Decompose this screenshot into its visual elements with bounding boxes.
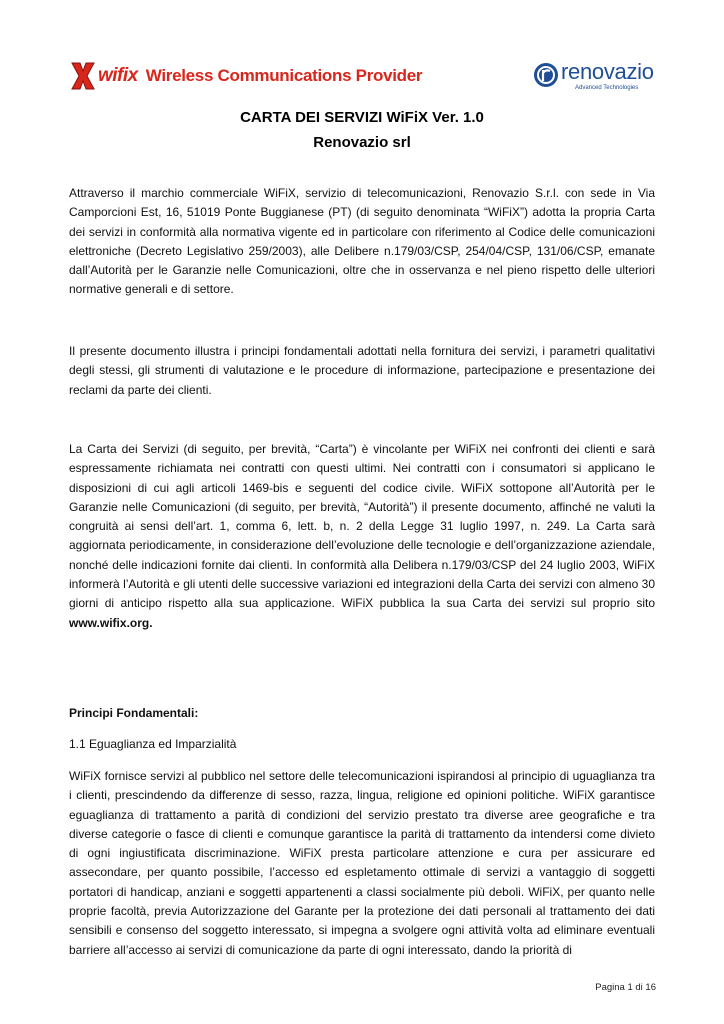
renovazio-logo [533, 58, 663, 96]
document-title: CARTA DEI SERVIZI WiFiX Ver. 1.0 [240, 109, 484, 126]
charter-paragraph-text: La Carta dei Servizi (di seguito, per brevità, “Carta”) è vincolante per WiFiX nei confronti dei clienti e sarà espressamente richiamata nei contratti con questi ultimi. Nei contratti con i consumatori si applicano le disposizioni di cui agli articoli 1469-bis e seguenti del codice civile. WiFiX sottopone all’Autorità per le Garanzie nelle Comunicazioni (di seguito, per brevità, “Autorità”) il presente documento, affinché ne valuti la congruità ai sensi dell’art. 1, comma 6, lett. b, n. 2 della Legge 31 luglio 1997, n. 249. La Carta sarà aggiornata periodicamente, in considerazione dell’evoluzione delle tecnologie e dell’organizzazione aziendale, nonché delle indicazioni fornite dai clienti. In conformità alla Delibera n.179/03/CSP del 24 luglio 2003, WiFiX informerà l’Autorità e gli utenti delle successive variazioni ed integrazioni della Carta dei servizi con almeno 30 giorni di anticipo rispetto alla sua applicazione. WiFiX pubblica la sua Carta dei servizi sul proprio sito [69, 442, 655, 611]
subsection-heading: 1.1 Eguaglianza ed Imparzialità [69, 737, 237, 751]
document-subtitle: Renovazio srl [313, 134, 411, 151]
charter-paragraph [69, 440, 655, 633]
renovazio-tagline: Advanced Technologies [575, 85, 639, 91]
wifix-x-icon [70, 61, 96, 91]
wifix-tagline: Wireless Communications Provider [145, 66, 423, 85]
website-link[interactable]: www.wifix.org. [69, 615, 153, 630]
page-header [0, 0, 724, 110]
intro-paragraph: Attraverso il marchio commerciale WiFiX, servizio di telecomunicazioni, Renovazio S.r.l. con sede in Via Camporcioni Est, 16, 51019 Ponte Buggianese (PT) (di seguito denominata “WiFiX”) adotta la propria Carta dei servizi in conformità alla normativa vigente ed in particolare con riferimento al Codice delle comunicazioni elettroniche (Decreto Legislativo 259/2003), alle Delibere n.179/03/CSP, 254/04/CSP, 131/06/CSP, emanate dall’Autorità per le Garanzie nelle Comunicazioni, oltre che in osservanza e nel pieno rispetto delle ulteriori normative generali e di settore. [69, 186, 655, 297]
page-number: Pagina 1 di 16 [595, 982, 656, 993]
equality-paragraph: WiFiX fornisce servizi al pubblico nel settore delle telecomunicazioni ispirandosi al principio di uguaglianza tra i clienti, prescindendo da differenze di sesso, razza, lingua, religione ed opinioni politiche. WiFiX garantisce eguaglianza di trattamento a parità di condizioni del servizio prestato tra diverse aree geografiche e tra diverse categorie o fasce di clienti e comunque garantisce la parità di trattamento da intendersi come divieto di ogni ingiustificata discriminazione. WiFiX presta particolare attenzione e cura per assicurare ed assecondare, per quanto possibile, l’accesso ed espletamento ottimale di servizi a vantaggio di soggetti portatori di handicap, anziani e soggetti appartenenti a classi socialmente più deboli. WiFiX, per quanto nelle proprie facoltà, previa Autorizzazione del Garante per la protezione dei dati personali al trattamento dei dati sensibili e consenso del soggetto interessato, si impegna a svolgere ogni attività volta ad eliminare eventuali barriere all’accesso ai servizi di comunicazione da parte di ogni interessato, dando la priorità di [69, 769, 655, 957]
section-heading: Principi Fondamentali: [69, 706, 199, 720]
renovazio-circle-icon [533, 60, 559, 90]
wifix-logo [70, 60, 422, 92]
scope-paragraph: Il presente documento illustra i principi fondamentali adottati nella fornitura dei servizi, i parametri qualitativi degli stessi, gli strumenti di valutazione e le procedure di informazione, partecipazione e presentazione dei reclami da parte dei clienti. [69, 344, 655, 397]
wifix-logo-text: wifix [98, 65, 138, 86]
renovazio-logo-text: renovazio [561, 59, 654, 84]
